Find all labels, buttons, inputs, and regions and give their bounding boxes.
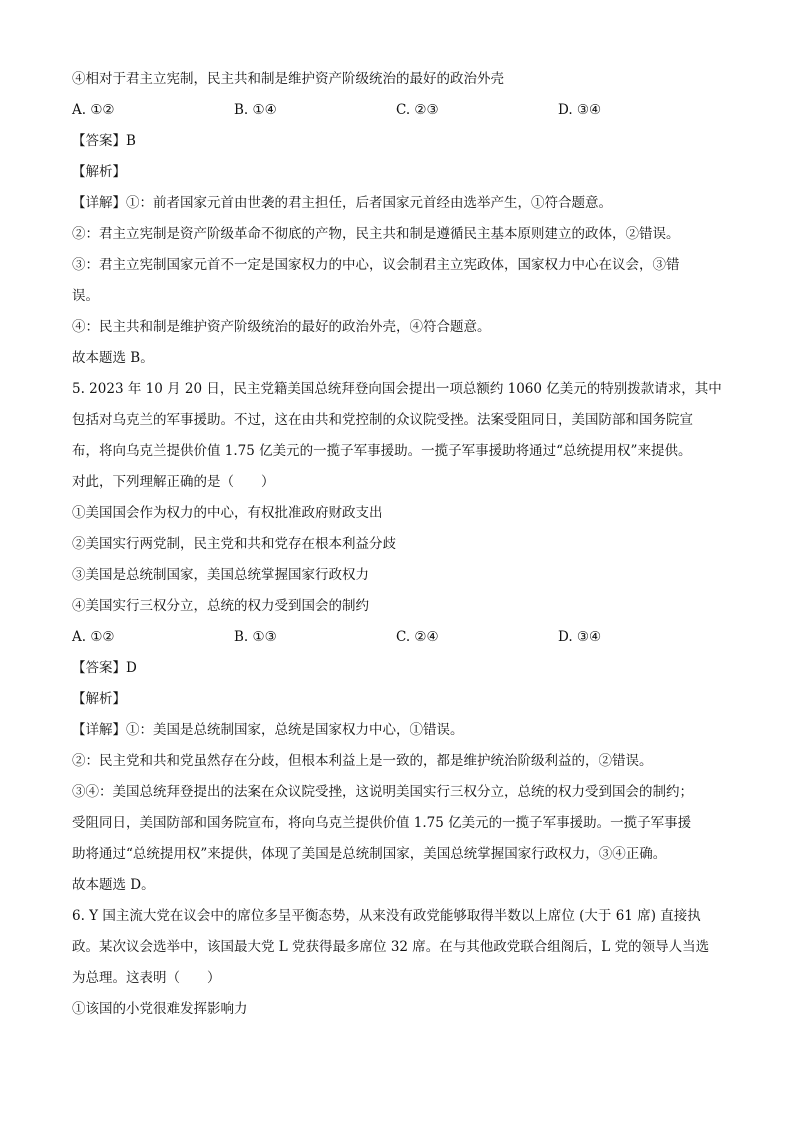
q5-conclusion: 故本题选 D。 [72, 877, 155, 893]
q4-detail-line: 【详解】①：前者国家元首由世袭的君主担任，后者国家元首经由选举产生，①符合题意。 [72, 195, 612, 211]
q5-item-4: ④美国实行三权分立，总统的权力受到国会的制约 [72, 598, 369, 614]
q4-conclusion: 故本题选 B。 [72, 350, 154, 366]
page-content [72, 64, 722, 1025]
q4-detail-line: 误。 [72, 288, 99, 304]
q5-option-d: D. ③④ [558, 629, 602, 645]
q5-option-c: C. ②④ [396, 629, 439, 645]
q5-item-3: ③美国是总统制国家，美国总统掌握国家行政权力 [72, 567, 369, 583]
q5-option-a: A. ①② [72, 629, 115, 645]
q5-item-1: ①美国国会作为权力的中心，有权批准政府财政支出 [72, 505, 383, 521]
q5-option-b: B. ①③ [234, 629, 277, 645]
q5-stem-line: 5. 2023 年 10 月 20 日，民主党籍美国总统拜登向国会提出一项总额约 1060 亿美元的特别拨款请求，其中 [72, 381, 722, 397]
q4-item-4: ④相对于君主立宪制，民主共和制是维护资产阶级统治的最好的政治外壳 [72, 71, 504, 87]
q5-answer: 【答案】D [72, 660, 137, 676]
q6-item-1: ①该国的小党很难发挥影响力 [72, 1001, 248, 1017]
q4-detail-line: ③：君主立宪制国家元首不一定是国家权力的中心，议会制君主立宪政体，国家权力中心在议会，③错 [72, 257, 680, 273]
q5-detail-line: ②：民主党和共和党虽然存在分歧，但根本利益上是一致的，都是维护统治阶级利益的，②错误。 [72, 753, 653, 769]
q4-detail-line: ④：民主共和制是维护资产阶级统治的最好的政治外壳，④符合题意。 [72, 319, 491, 335]
q5-stem-line: 对此，下列理解正确的是（ ） [72, 474, 275, 490]
q4-option-c: C. ②③ [396, 102, 439, 118]
q6-stem-line: 政。某次议会选举中，该国最大党 L 党获得最多席位 32 席。在与其他政党联合组阁后，L 党的领导人当选 [72, 939, 710, 955]
q5-detail-line: 助将通过“总统提用权”来提供，体现了美国是总统制国家，美国总统掌握国家行政权力，③④正确。 [72, 846, 667, 862]
q5-analysis-label: 【解析】 [72, 691, 126, 707]
q6-stem-line: 6. Y 国主流大党在议会中的席位多呈平衡态势，从来没有政党能够取得半数以上席位 (大于 61 席) 直接执 [72, 908, 701, 924]
q6-stem-line: 为总理。这表明（ ） [72, 970, 221, 986]
q4-analysis-label: 【解析】 [72, 164, 126, 180]
q5-detail-line: 【详解】①：美国是总统制国家，总统是国家权力中心，①错误。 [72, 722, 464, 738]
q5-stem-line: 布，将向乌克兰提供价值 1.75 亿美元的一揽子军事援助。一揽子军事援助将通过“总统提用权”来提供。 [72, 443, 692, 459]
q4-option-a: A. ①② [72, 102, 115, 118]
q5-options [72, 622, 722, 653]
q5-item-2: ②美国实行两党制，民主党和共和党存在根本利益分歧 [72, 536, 396, 552]
q4-answer: 【答案】B [72, 133, 136, 149]
q4-option-b: B. ①④ [234, 102, 277, 118]
q4-option-d: D. ③④ [558, 102, 602, 118]
q5-detail-line: ③④：美国总统拜登提出的法案在众议院受挫，这说明美国实行三权分立，总统的权力受到国会的制约； [72, 784, 693, 800]
q5-detail-line: 受阻同日，美国防部和国务院宣布，将向乌克兰提供价值 1.75 亿美元的一揽子军事援助。一揽子军事援 [72, 815, 692, 831]
q4-detail-line: ②：君主立宪制是资产阶级革命不彻底的产物，民主共和制是遵循民主基本原则建立的政体，②错误。 [72, 226, 680, 242]
q4-options [72, 95, 722, 126]
q5-stem-line: 包括对乌克兰的军事援助。不过，这在由共和党控制的众议院受挫。法案受阻同日，美国防部和国务院宣 [72, 412, 693, 428]
